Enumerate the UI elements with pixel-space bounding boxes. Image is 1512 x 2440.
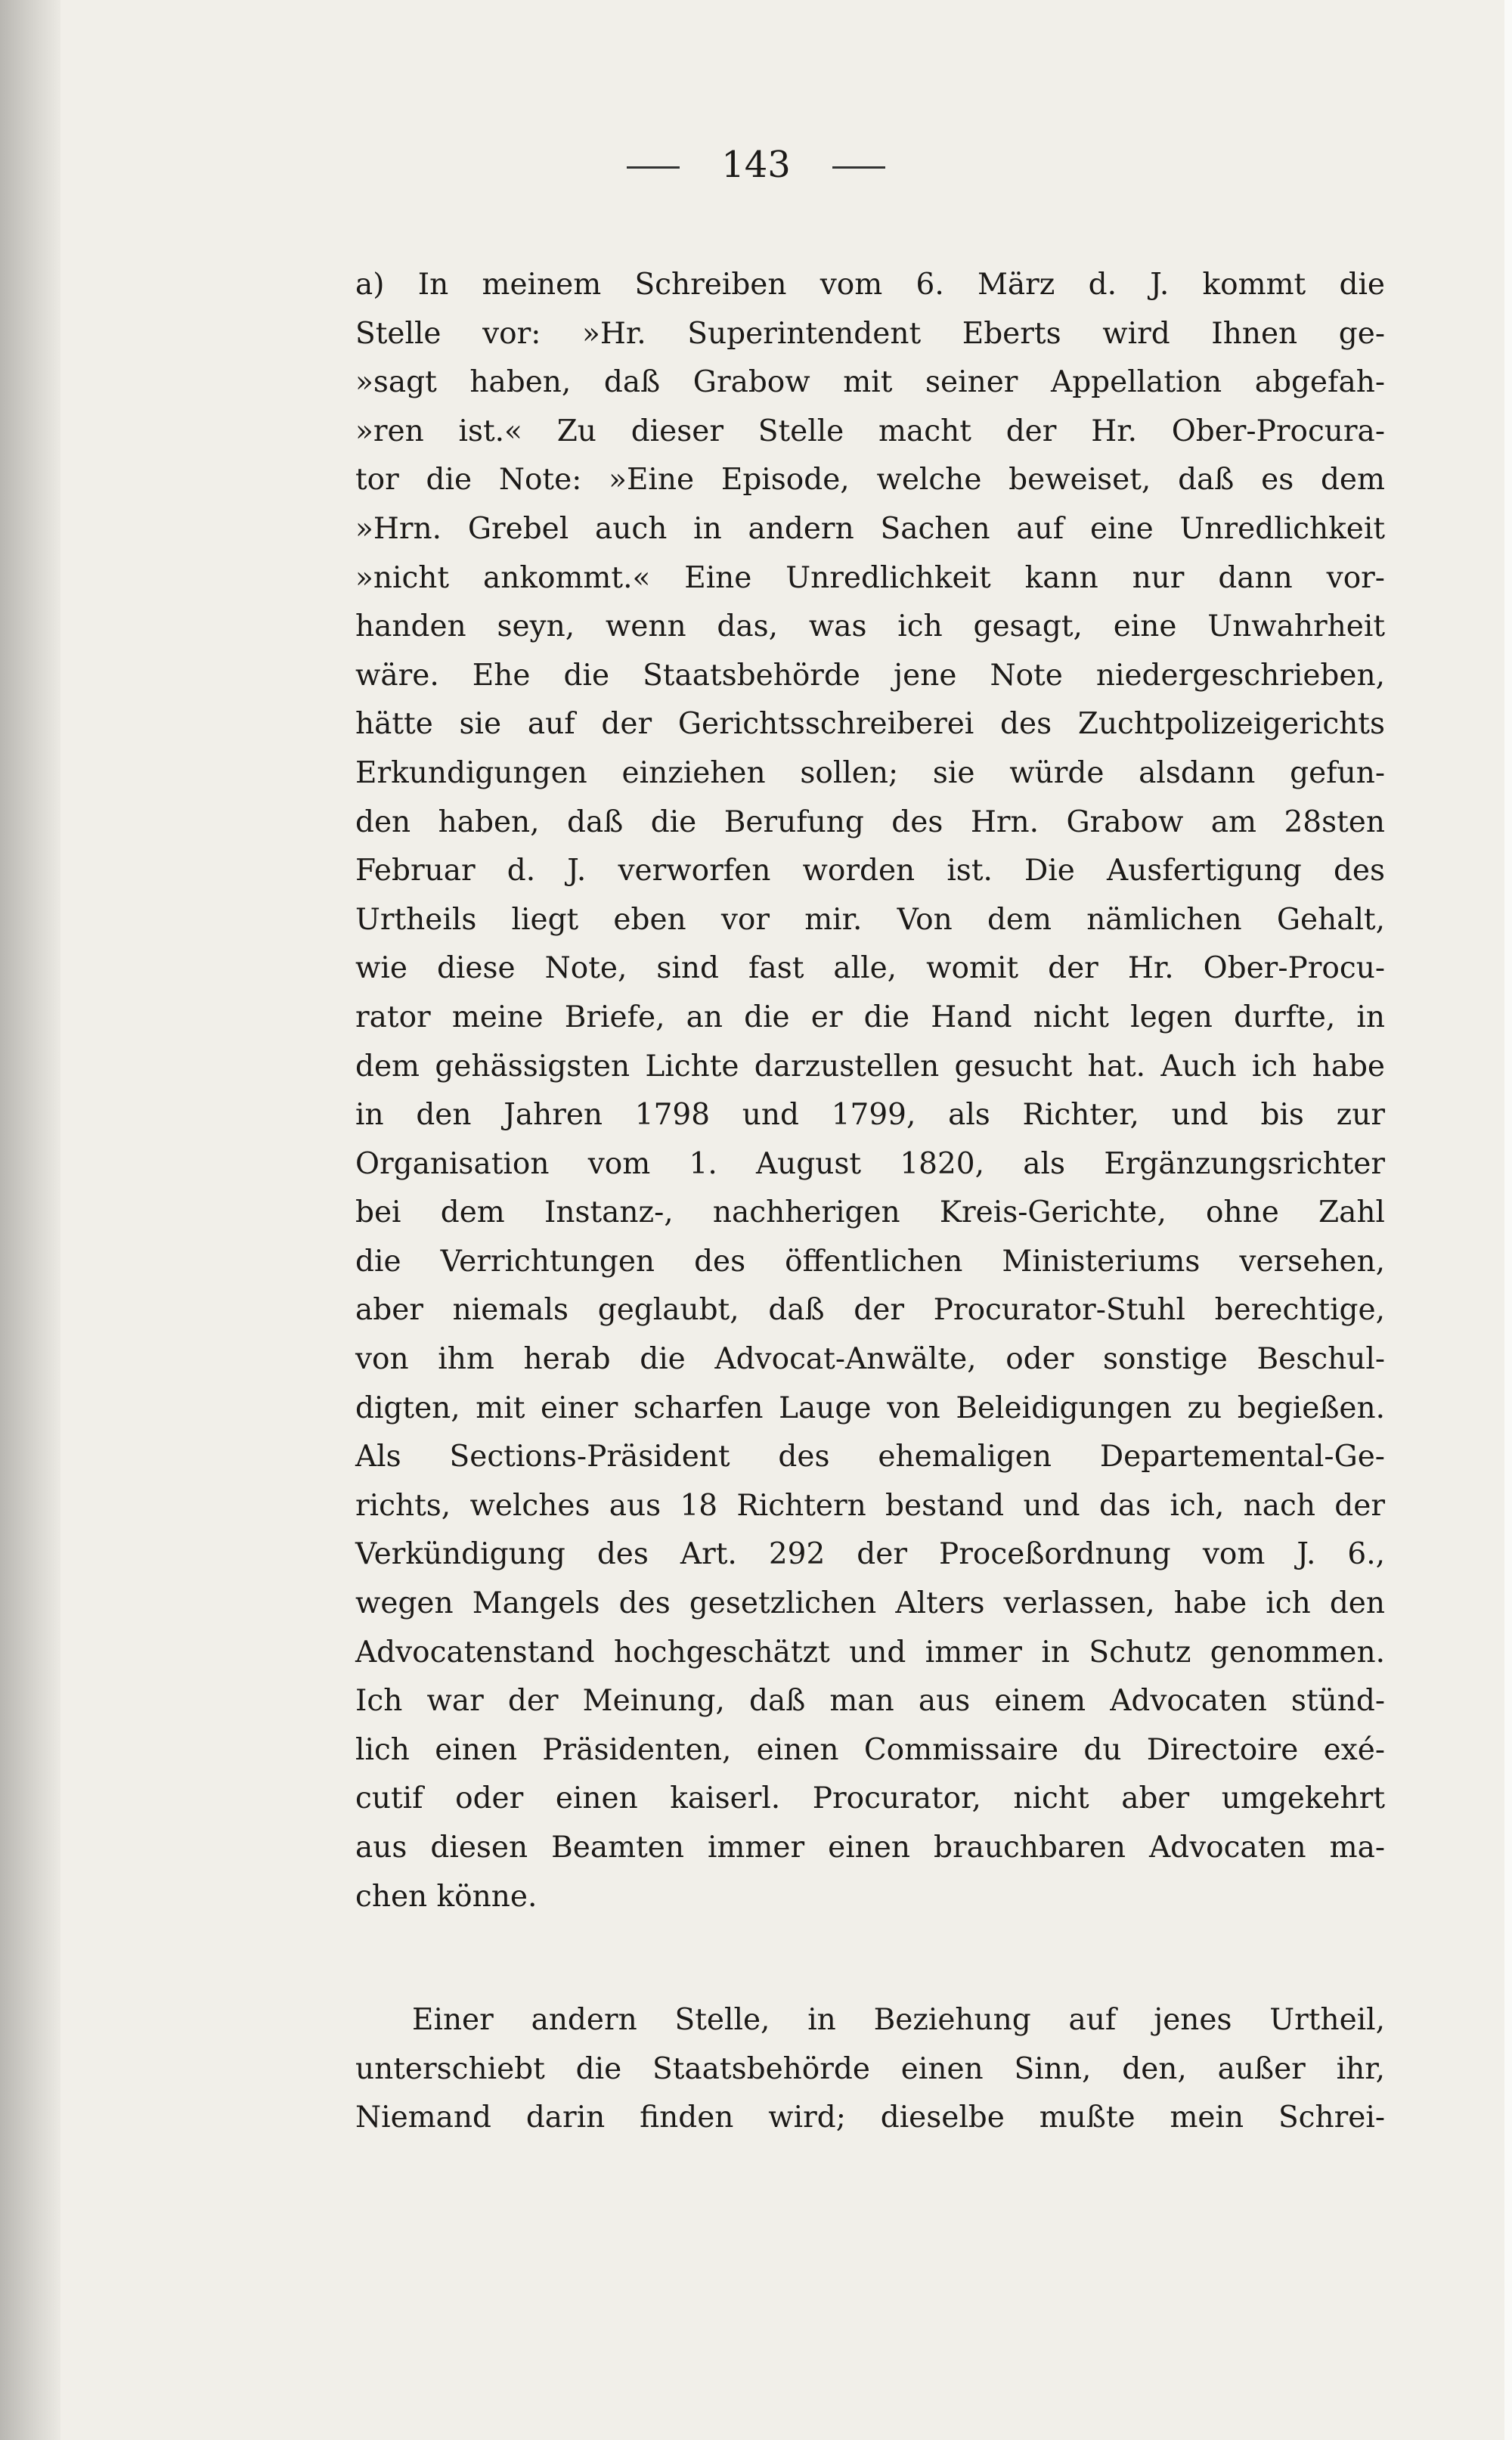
text-line: »nicht ankommt.« Eine Unredlichkeit kann nur dann vor- — [355, 560, 1385, 595]
text-line: rator meine Briefe, an die er die Hand nicht legen durfte, in — [355, 1000, 1385, 1034]
body-paragraph — [355, 1996, 1385, 2143]
text-line: bei dem Instanz-, nachherigen Kreis-Gerichte, ohne Zahl — [355, 1195, 1385, 1230]
text-line: Einer andern Stelle, in Beziehung auf jenes Urtheil, — [412, 2003, 1385, 2037]
text-line: Als Sections-Präsident des ehemaligen Departemental-Ge- — [355, 1440, 1385, 1474]
text-line: dem gehässigsten Lichte darzustellen gesucht hat. Auch ich habe — [355, 1049, 1385, 1084]
text-line: unterschiebt die Staatsbehörde einen Sinn, den, außer ihr, — [355, 2051, 1385, 2086]
text-line: »Hrn. Grebel auch in andern Sachen auf eine Unredlichkeit — [355, 511, 1385, 546]
text-line: Organisation vom 1. August 1820, als Ergänzungsrichter — [355, 1146, 1385, 1181]
text-line: handen seyn, wenn das, was ich gesagt, eine Unwahrheit — [355, 609, 1385, 644]
text-line: Advocatenstand hochgeschätzt und immer in Schutz genommen. — [355, 1635, 1385, 1670]
text-line: Ich war der Meinung, daß man aus einem Advocaten stünd- — [355, 1684, 1385, 1719]
text-line: Erkundigungen einziehen sollen; sie würde alsdann gefun- — [355, 755, 1385, 790]
book-gutter-shadow — [0, 0, 60, 2440]
text-line: den haben, daß die Berufung des Hrn. Grabow am 28sten — [355, 805, 1385, 839]
text-line: »sagt haben, daß Grabow mit seiner Appellation abgefah- — [355, 365, 1385, 400]
page-header — [0, 144, 1512, 186]
text-line: chen könne. — [355, 1879, 538, 1914]
text-line: tor die Note: »Eine Episode, welche beweiset, daß es dem — [355, 463, 1385, 498]
page-edge — [1504, 0, 1512, 2440]
text-line: a) In meinem Schreiben vom 6. März d. J. kommt die — [355, 268, 1385, 302]
text-line: aber niemals geglaubt, daß der Procurator-Stuhl berechtige, — [355, 1293, 1385, 1328]
footnote-text — [355, 261, 1385, 1921]
text-line: wäre. Ehe die Staatsbehörde jene Note niedergeschrieben, — [355, 658, 1385, 693]
text-line: »ren ist.« Zu dieser Stelle macht der Hr. Ober-Procura- — [355, 414, 1385, 448]
text-line: hätte sie auf der Gerichtsschreiberei des Zuchtpolizeigerichts — [355, 707, 1385, 742]
text-line: richts, welches aus 18 Richtern bestand und das ich, nach der — [355, 1488, 1385, 1523]
text-line: cutif oder einen kaiserl. Procurator, nicht aber umgekehrt — [355, 1781, 1385, 1816]
text-line: in den Jahren 1798 und 1799, als Richter, und bis zur — [355, 1098, 1385, 1133]
text-line: digten, mit einer scharfen Lauge von Beleidigungen zu begießen. — [355, 1391, 1385, 1425]
text-line: Stelle vor: »Hr. Superintendent Eberts wird Ihnen ge- — [355, 316, 1385, 351]
page-number: 143 — [721, 144, 791, 186]
text-line: Februar d. J. verworfen worden ist. Die Ausfertigung des — [355, 854, 1385, 888]
header-dash-left — [627, 166, 680, 169]
text-line: wie diese Note, sind fast alle, womit der Hr. Ober-Procu- — [355, 951, 1385, 986]
text-line: lich einen Präsidenten, einen Commissaire du Directoire exé- — [355, 1732, 1385, 1767]
text-line: die Verrichtungen des öffentlichen Ministeriums versehen, — [355, 1244, 1385, 1279]
header-dash-right — [832, 166, 885, 169]
text-line: von ihm herab die Advocat-Anwälte, oder sonstige Beschul- — [355, 1342, 1385, 1377]
text-line: aus diesen Beamten immer einen brauchbaren Advocaten ma- — [355, 1831, 1385, 1865]
text-line: Niemand darin finden wird; dieselbe mußte mein Schrei- — [355, 2101, 1385, 2135]
text-line: Verkündigung des Art. 292 der Proceßordnung vom J. 6., — [355, 1537, 1385, 1572]
text-line: Urtheils liegt eben vor mir. Von dem nämlichen Gehalt, — [355, 902, 1385, 937]
text-line: wegen Mangels des gesetzlichen Alters verlassen, habe ich den — [355, 1586, 1385, 1621]
